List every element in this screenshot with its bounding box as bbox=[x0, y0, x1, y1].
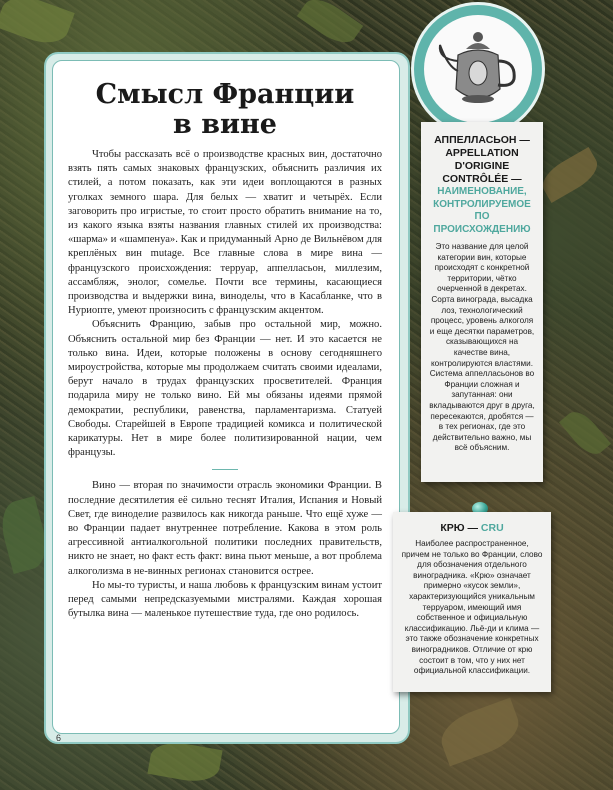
cru-text: Наиболее распространенное, причем не только во Франции, слово для обозначения отдельного виноградника. «Крю» означает примерно «кусок земли», характеризующийся уникальным терруаром, имеющий имя собственное и официальную классификацию. Льё-ди и клима — это также обозначение конкретных виноградников. Отличие от крю состоит в том, что у них нет официальной классификации. bbox=[401, 539, 543, 676]
appellation-subheading: НАИМЕНОВАНИЕ, КОНТРОЛИРУЕМОЕ ПО ПРОИСХОЖДЕНИЮ bbox=[433, 186, 531, 235]
background-leaf bbox=[147, 738, 222, 786]
teapot-medallion-inner bbox=[424, 15, 532, 123]
cru-heading bbox=[399, 522, 545, 535]
background-leaf bbox=[559, 405, 611, 460]
paragraph: Чтобы рассказать всё о производстве красных вин, достаточно взять пять самых знаковых французских, объяснить различия их стилей, а потом показать, как эти идеи воплощаются в разных уголках земного шара. Для белых — хватит и четырёх. Если заговорить про игристые, то стоит просто обратить внимание на то, из какого языка взяты названия главных стилей их производства: «шарма» и «шампенуа». Как и придуманный Арно де Вильнёвом для креплёных вин mutage. Все главные слова в мире вина — французского происхождения: терруар, аппелласьон, миллезим, ассамбляж, энолог, сомелье. Почти все термины, касающиеся производства и выдержки вина, виноделы, что в Касабланке, что в Нуриопте, умеют произносить с французским акцентом. bbox=[68, 149, 382, 317]
paragraph: Вино — вторая по значимости отрасль экономики Франции. В последние десятилетия её сильно теснят Италия, Испания и Новый Свет, где виноделие развилось как никогда раньше. Что ещё хуже — во Франции падает внутреннее потребление. Какова в этом роль агрессивной антиалкогольной политики последних правительств, никто не знает, но факт есть факт: вина пьют меньше, а вот проблема алкоголизма в не-винных регионах становится острее. bbox=[68, 480, 382, 577]
background-leaf bbox=[297, 0, 363, 50]
section-divider bbox=[212, 469, 238, 470]
appellation-heading-line: APPELLATION bbox=[445, 147, 519, 159]
paragraph: Объяснить Францию, забыв про остальной мир, можно. Объяснить остальной мир без Франции — нет. И это касается не только вина. Идеи, которые положены в основу сегодняшнего мироустройства, которые мы продолжаем считать своими идеалами, берут начало в трудах французских просветителей. Франция подарила миру не только вино. Ей мы обязаны идеями прямой демократии, республики, равенства, парламентаризма. Статуей Свободы. Старейшей в Европе традицией комикса и политической карикатуры. Нет в мире более политизированной нации, чем французы. bbox=[68, 319, 382, 459]
article-title bbox=[68, 80, 382, 140]
background-leaf bbox=[435, 698, 525, 767]
appellation-heading-line: АППЕЛЛАСЬОН — bbox=[434, 134, 530, 146]
page-number: 6 bbox=[56, 733, 62, 743]
cru-heading-fr: CRU bbox=[480, 522, 504, 534]
background-leaf bbox=[537, 147, 604, 203]
sidebar-cru bbox=[393, 512, 551, 692]
title-line-2: в вине bbox=[173, 109, 277, 140]
sidebar-appellation bbox=[421, 122, 543, 482]
paragraph: Но мы-то туристы, и наша любовь к французским винам устоит перед самыми непредсказуемыми мистралями. Каждая хорошая бутылка вина — маленькое путешествие туда, где оно родилось. bbox=[68, 579, 382, 620]
cru-heading-ru: КРЮ — bbox=[440, 522, 478, 534]
title-line-1: Смысл Франции bbox=[95, 79, 355, 110]
background-leaf bbox=[0, 0, 75, 51]
teapot-medallion bbox=[411, 2, 545, 136]
appellation-heading-line: CONTRÔLÉE — bbox=[442, 173, 522, 185]
appellation-heading bbox=[427, 134, 537, 186]
teapot-icon bbox=[424, 15, 532, 123]
article bbox=[68, 80, 382, 622]
appellation-heading-line: D'ORIGINE bbox=[454, 160, 510, 172]
appellation-text: Это название для целой категории вин, которые происходят с конкретной территории, чётко очерченной в декретах. Сорта винограда, высадка лоз, технологический процесс, уровень алкоголя и еще десятки параметров, сказывающихся на качестве вина, контролируются властями. Система аппелласьонов во Франции сложная и запутанная: они вкладываются друг в друга, пересекаются, дробятся — в тех регионах, где это действительно важно, мы всё объясним. bbox=[429, 242, 535, 453]
